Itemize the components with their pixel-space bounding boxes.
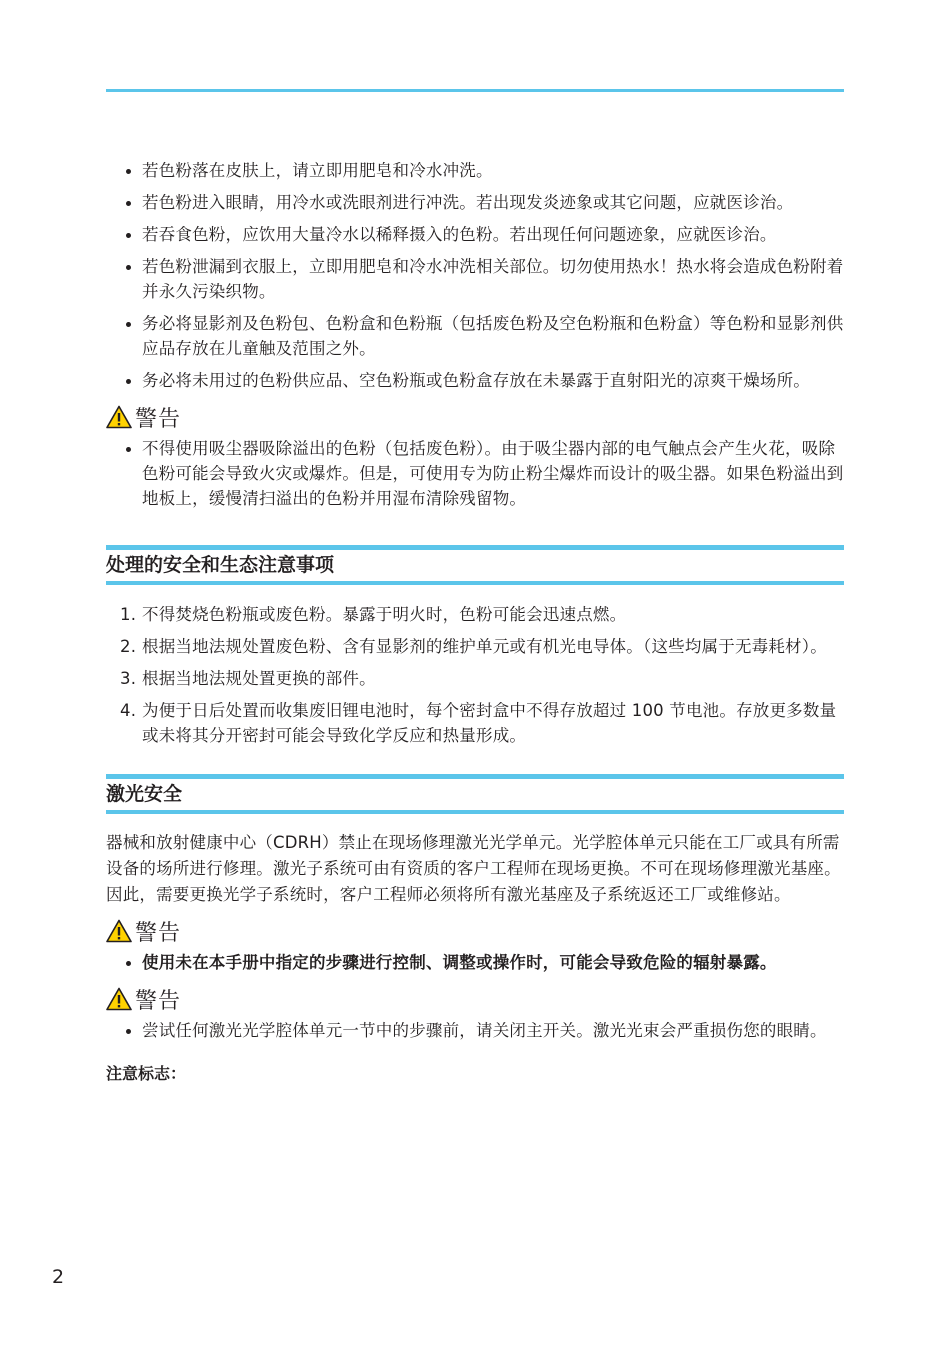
warning-list [106, 436, 844, 511]
section-title: 处理的安全和生态注意事项 [106, 554, 335, 576]
header-rule [106, 89, 844, 92]
warning-triangle-icon [106, 405, 132, 429]
list-item: 1. 不得焚烧色粉瓶或废色粉。暴露于明火时，色粉可能会迅速点燃。 [120, 605, 627, 624]
warning-label: 警告 [135, 406, 182, 432]
disposal-section [106, 545, 844, 748]
section-title: 激光安全 [106, 783, 183, 805]
warning-label: 警告 [135, 920, 182, 946]
warning-heading [106, 914, 844, 948]
warning-triangle-icon [106, 919, 132, 943]
warning-list [106, 950, 844, 975]
section-rule-bottom [106, 810, 844, 814]
page-number: 2 [52, 1266, 65, 1288]
disposal-list [106, 602, 844, 748]
warning-label: 警告 [135, 988, 182, 1014]
list-item: 若色粉泄漏到衣服上，立即用肥皂和冷水冲洗相关部位。切勿使用热水！热水将会造成色粉附着并永久污染织物。 [106, 254, 844, 304]
warning-list [106, 1018, 844, 1043]
list-item: 若色粉进入眼睛，用冷水或洗眼剂进行冲洗。若出现发炎迹象或其它问题，应就医诊治。 [106, 190, 844, 215]
list-item: 若色粉落在皮肤上，请立即用肥皂和冷水冲洗。 [106, 158, 844, 183]
warning-heading [106, 982, 844, 1016]
section-rule-bottom [106, 581, 844, 585]
list-item: 务必将未用过的色粉供应品、空色粉瓶或色粉盒存放在未暴露于直射阳光的凉爽干燥场所。 [106, 368, 844, 393]
note-label: 注意标志： [106, 1064, 187, 1083]
page-content [106, 158, 844, 1084]
list-item: 3. 根据当地法规处置更换的部件。 [120, 669, 376, 688]
list-item: 4. 为便于日后处置而收集废旧锂电池时，每个密封盒中不得存放超过 100 节电池。存放更多数量或未将其分开密封可能会导致化学反应和热量形成。 [120, 701, 837, 745]
warning-triangle-icon [106, 987, 132, 1011]
list-item: 2. 根据当地法规处置废色粉、含有显影剂的维护单元或有机光电导体。（这些均属于无毒耗材）。 [120, 637, 827, 656]
list-item: 务必将显影剂及色粉包、色粉盒和色粉瓶（包括废色粉及空色粉瓶和色粉盒）等色粉和显影剂供应品存放在儿童触及范围之外。 [106, 311, 844, 361]
laser-paragraph: 器械和放射健康中心（CDRH）禁止在现场修理激光光学单元。光学腔体单元只能在工厂或具有所需设备的场所进行修理。激光子系统可由有资质的客户工程师在现场更换。不可在现场修理激光基座。因此，需要更换光学子系统时，客户工程师必须将所有激光基座及子系统返还工厂或维修站。 [106, 833, 841, 904]
list-item: 若吞食色粉，应饮用大量冷水以稀释摄入的色粉。若出现任何问题迹象，应就医诊治。 [106, 222, 844, 247]
list-item: 尝试任何激光光学腔体单元一节中的步骤前，请关闭主开关。激光光束会严重损伤您的眼睛。 [106, 1018, 844, 1043]
warning-heading [106, 400, 844, 434]
laser-section [106, 774, 844, 1084]
toner-safety-list [106, 158, 844, 393]
list-item: 不得使用吸尘器吸除溢出的色粉（包括废色粉）。由于吸尘器内部的电气触点会产生火花，吸除色粉可能会导致火灾或爆炸。但是，可使用专为防止粉尘爆炸而设计的吸尘器。如果色粉溢出到地板上，缓慢清扫溢出的色粉并用湿布清除残留物。 [106, 436, 844, 511]
list-item: 使用未在本手册中指定的步骤进行控制、调整或操作时，可能会导致危险的辐射暴露。 [106, 950, 844, 975]
